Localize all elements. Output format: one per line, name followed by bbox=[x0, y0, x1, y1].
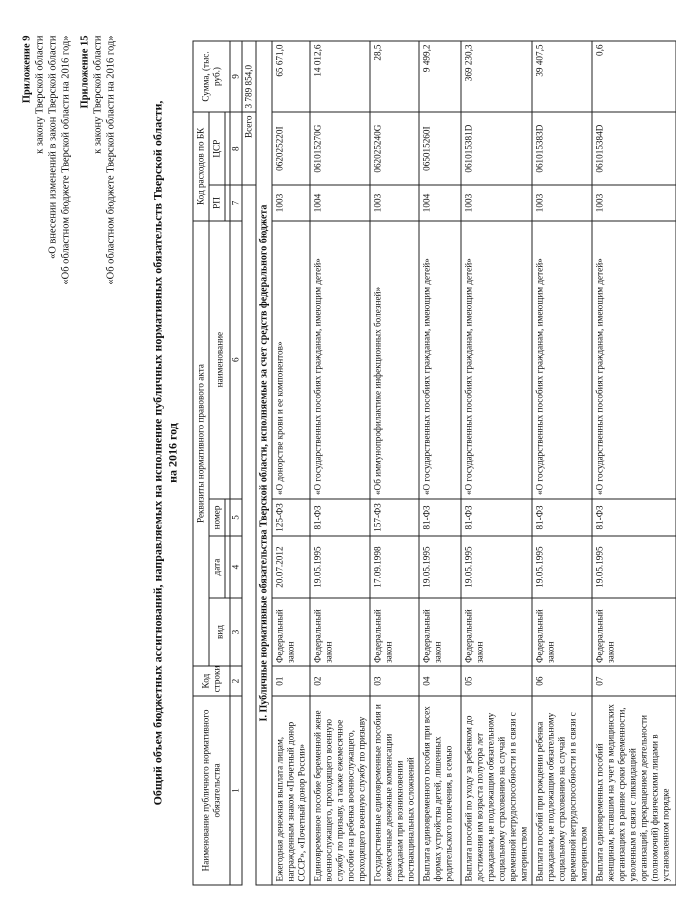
table-row bbox=[532, 41, 592, 885]
obligation-name: Выплата единовременных пособий женщинам, вставшим на учет в медицинских организациях в ранние сроки беременности, уволенным в связи с ликвидацией организаций, прекращением деятельности (полномочий) физическими лицами в установленном порядке bbox=[592, 695, 676, 884]
act-date: 20.07.2012 bbox=[272, 536, 310, 597]
act-date: 19.05.1995 bbox=[592, 536, 676, 597]
act-kind: Федеральный закон bbox=[461, 597, 532, 666]
obligation-name: Ежегодная денежная выплата лицам, награжденным знаком «Почетный донор СССР», «Почетный донор России» bbox=[272, 695, 310, 884]
row-code: 05 bbox=[461, 666, 532, 696]
appendix-9-header bbox=[20, 35, 72, 284]
act-date: 19.05.1995 bbox=[532, 536, 592, 597]
budget-csr: 061015384D bbox=[592, 111, 676, 184]
budget-rp: 1003 bbox=[461, 185, 532, 220]
page-title bbox=[150, 20, 180, 885]
table-row bbox=[272, 41, 310, 885]
col-header-name: Наименование публичного нормативного обязательства bbox=[193, 695, 230, 884]
column-number: 7 bbox=[230, 185, 242, 220]
total-value: 3 789 854,0 bbox=[242, 41, 256, 112]
appendix-15-header bbox=[78, 35, 117, 284]
column-number: 3 bbox=[230, 597, 242, 666]
appendix-9-line1: к закону Тверской области bbox=[34, 35, 45, 154]
act-date: 19.05.1995 bbox=[419, 536, 461, 597]
obligation-name: Выплата пособий при рождении ребенка гражданам, не подлежащим обязательному социальному страхованию на случай временной нетрудоспособности и в связи с материнством bbox=[532, 695, 592, 884]
row-sum: 65 671,0 bbox=[272, 41, 310, 112]
appendix-15-line1: к закону Тверской области bbox=[92, 35, 103, 154]
appendix-9-title: Приложение 9 bbox=[21, 35, 32, 103]
col-header-number: номер bbox=[209, 498, 225, 536]
act-kind: Федеральный закон bbox=[370, 597, 419, 666]
row-sum: 14 012,6 bbox=[310, 41, 370, 112]
table-body bbox=[272, 41, 676, 885]
column-number: 2 bbox=[230, 666, 242, 696]
act-title: «О государственных пособиях гражданам, имеющим детей» bbox=[310, 220, 370, 498]
table-row bbox=[461, 41, 532, 885]
appendix-15-line2: «Об областном бюджете Тверской области на 2016 год» bbox=[105, 35, 116, 285]
page-title-line1: Общий объем бюджетных ассигнований, направляемых на исполнение публичных нормативных обязательств Тверской области, bbox=[150, 100, 164, 805]
table-row bbox=[370, 41, 419, 885]
obligations-table bbox=[192, 40, 676, 885]
row-sum: 9 499,2 bbox=[419, 41, 461, 112]
act-title: «О государственных пособиях гражданам, имеющим детей» bbox=[419, 220, 461, 498]
row-sum: 369 230,3 bbox=[461, 41, 532, 112]
col-header-csr: ЦСР bbox=[209, 111, 225, 184]
column-number: 4 bbox=[230, 536, 242, 597]
page-title-line2: на 2016 год bbox=[165, 422, 179, 483]
column-number: 9 bbox=[230, 41, 242, 112]
budget-rp: 1003 bbox=[370, 185, 419, 220]
table-row bbox=[592, 41, 676, 885]
column-number: 5 bbox=[230, 498, 242, 536]
budget-csr: 062025240G bbox=[370, 111, 419, 184]
act-title: «Об иммунопрофилактике инфекционных болезней» bbox=[370, 220, 419, 498]
act-title: «О донорстве крови и ее компонентов» bbox=[272, 220, 310, 498]
act-title: «О государственных пособиях гражданам, имеющим детей» bbox=[461, 220, 532, 498]
obligation-name: Государственные единовременные пособия и ежемесячные денежные компенсации гражданам при возникновении поствакцинальных осложнений bbox=[370, 695, 419, 884]
budget-csr: 065015260I bbox=[419, 111, 461, 184]
budget-csr: 061015381D bbox=[461, 111, 532, 184]
act-kind: Федеральный закон bbox=[310, 597, 370, 666]
row-code: 03 bbox=[370, 666, 419, 696]
row-sum: 28,5 bbox=[370, 41, 419, 112]
act-number: 125-ФЗ bbox=[272, 498, 310, 536]
act-number: 157-ФЗ bbox=[370, 498, 419, 536]
act-kind: Федеральный закон bbox=[592, 597, 676, 666]
act-number: 81-ФЗ bbox=[419, 498, 461, 536]
budget-rp: 1004 bbox=[419, 185, 461, 220]
act-kind: Федеральный закон bbox=[419, 597, 461, 666]
budget-rp: 1003 bbox=[592, 185, 676, 220]
row-code: 07 bbox=[592, 666, 676, 696]
budget-csr: 062025220I bbox=[272, 111, 310, 184]
budget-rp: 1003 bbox=[532, 185, 592, 220]
act-date: 19.05.1995 bbox=[461, 536, 532, 597]
act-date: 17.09.1998 bbox=[370, 536, 419, 597]
col-header-kind: вид bbox=[209, 597, 230, 666]
col-header-rp: РП bbox=[209, 185, 225, 220]
budget-csr: 061015270G bbox=[310, 111, 370, 184]
obligation-name: Выплата пособий по уходу за ребенком до достижения им возраста полутора лет гражданам, не подлежащим обязательному социальному страхованию на случай временной нетрудоспособности и в связи с материнством bbox=[461, 695, 532, 884]
row-code: 06 bbox=[532, 666, 592, 696]
appendix-15-title: Приложение 15 bbox=[79, 35, 90, 108]
obligation-name: Выплата единовременного пособия при всех формах устройства детей, лишенных родительского попечения, в семью bbox=[419, 695, 461, 884]
col-header-budget-code: Код расходов по БК bbox=[193, 111, 209, 220]
column-number: 8 bbox=[230, 111, 242, 184]
act-number: 81-ФЗ bbox=[532, 498, 592, 536]
col-header-requisites: Реквизиты нормативного правового акта bbox=[193, 220, 209, 666]
total-label: Всего bbox=[242, 111, 256, 184]
act-kind: Федеральный закон bbox=[272, 597, 310, 666]
budget-rp: 1003 bbox=[272, 185, 310, 220]
budget-rp: 1004 bbox=[310, 185, 370, 220]
col-header-date: дата bbox=[209, 536, 225, 597]
section-heading: I. Публичные нормативные обязательства Тверской области, исполняемые за счет средств федерального бюджета bbox=[256, 41, 272, 885]
appendix-9-line3: «Об областном бюджете Тверской области на 2016 год» bbox=[60, 35, 71, 285]
table-row bbox=[310, 41, 370, 885]
act-date: 19.05.1995 bbox=[310, 536, 370, 597]
row-sum: 0,6 bbox=[592, 41, 676, 112]
act-title: «О государственных пособиях гражданам, имеющим детей» bbox=[532, 220, 592, 498]
appendix-9-line2: «О внесении изменений в закон Тверской области bbox=[47, 35, 58, 259]
act-number: 81-ФЗ bbox=[310, 498, 370, 536]
col-header-act-title: наименование bbox=[209, 220, 230, 498]
row-sum: 39 407,5 bbox=[532, 41, 592, 112]
act-kind: Федеральный закон bbox=[532, 597, 592, 666]
obligation-name: Единовременное пособие беременной жене военнослужащего, проходящего военную службу по призыву, а также ежемесячное пособие на ребенка военнослужащего, проходящего военную службу по призыву bbox=[310, 695, 370, 884]
row-code: 02 bbox=[310, 666, 370, 696]
column-number: 6 bbox=[230, 220, 242, 498]
row-code: 01 bbox=[272, 666, 310, 696]
budget-csr: 061015383D bbox=[532, 111, 592, 184]
col-header-sum: Сумма, (тыс. руб.) bbox=[193, 41, 230, 112]
col-header-code: Код строки bbox=[193, 666, 230, 696]
act-title: «О государственных пособиях гражданам, имеющим детей» bbox=[592, 220, 676, 498]
table-row bbox=[419, 41, 461, 885]
row-code: 04 bbox=[419, 666, 461, 696]
act-number: 81-ФЗ bbox=[592, 498, 676, 536]
act-number: 81-ФЗ bbox=[461, 498, 532, 536]
column-number: 1 bbox=[230, 695, 242, 884]
